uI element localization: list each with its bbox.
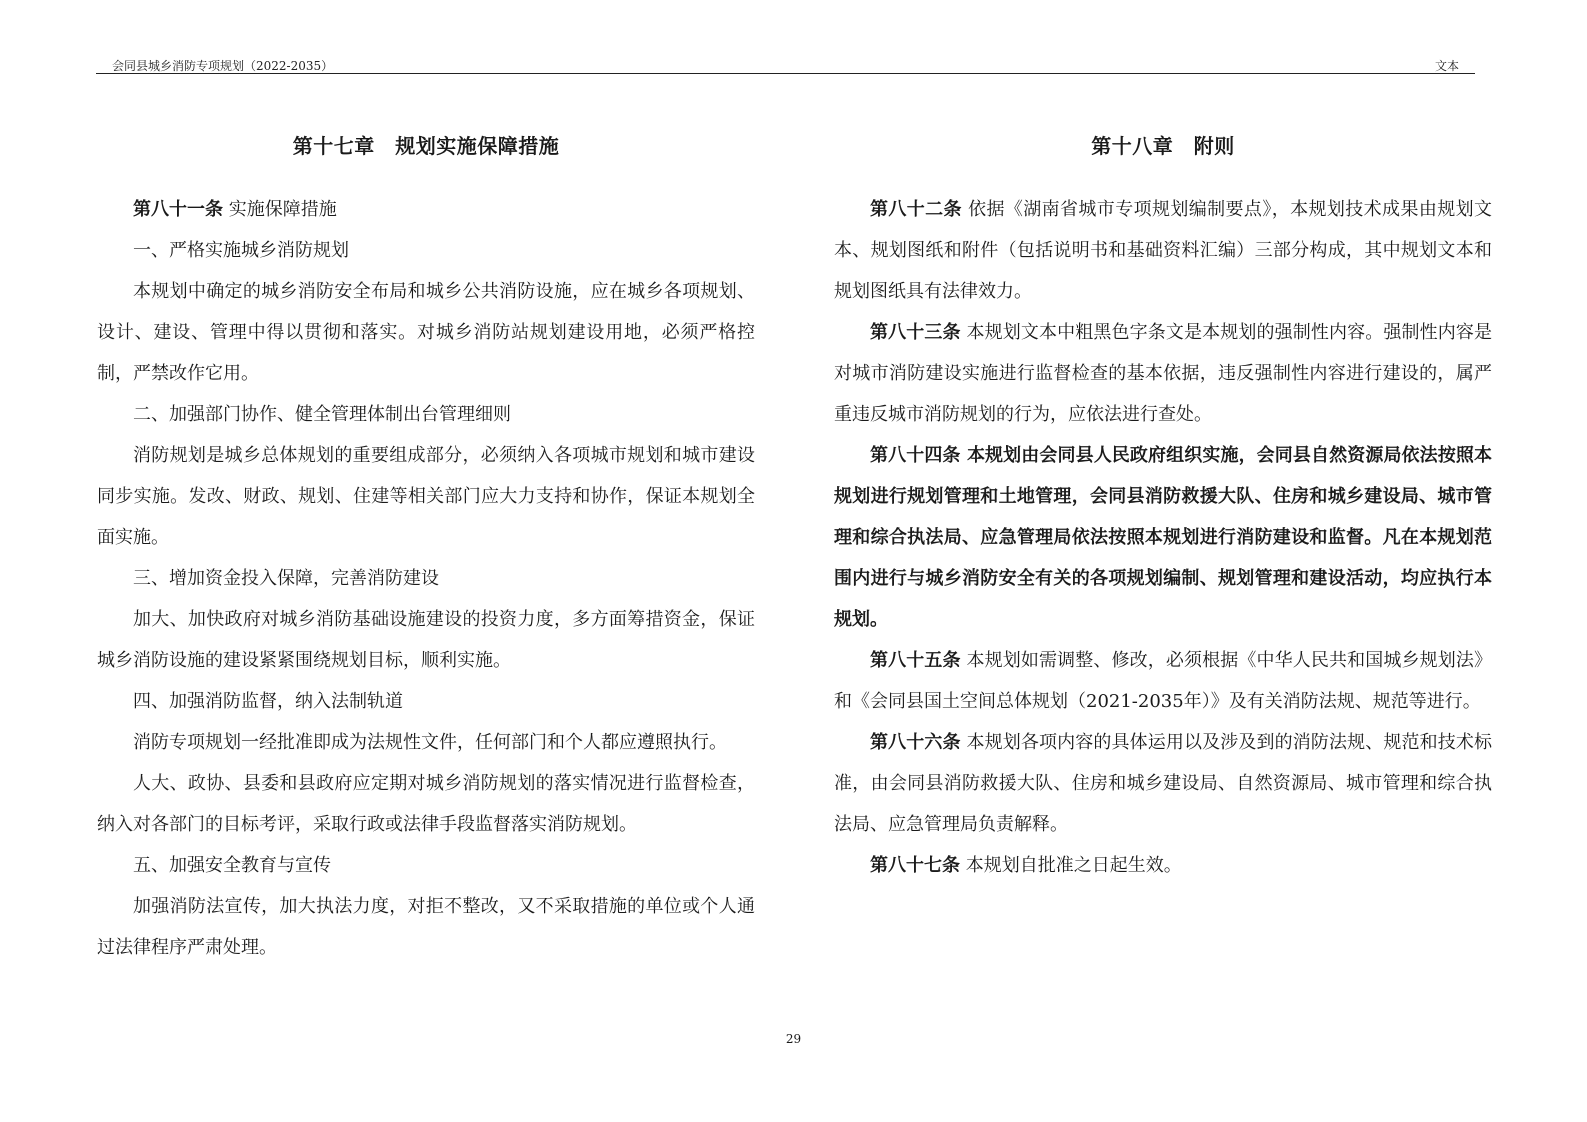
chapter-17-title: 第十七章 规划实施保障措施 <box>292 134 560 158</box>
paragraph: 消防专项规划一经批准即成为法规性文件，任何部门和个人都应遵照执行。 <box>133 732 727 753</box>
paragraph: 本规划中确定的城乡消防安全布局和城乡公共消防设施，应在城乡各项规划、设计、建设、管理中得以贯彻和落实。对城乡消防站规划建设用地，必须严格控制，严禁改作它用。 <box>97 281 755 384</box>
article-86-label: 第八十六条 <box>870 732 961 753</box>
paragraph: 加大、加快政府对城乡消防基础设施建设的投资力度，多方面筹措资金，保证城乡消防设施的建设紧紧围绕规划目标，顺利实施。 <box>97 609 755 671</box>
left-column <box>97 125 755 968</box>
article-86 <box>834 722 1492 845</box>
article-82 <box>834 189 1492 312</box>
header-doc-title: 会同县城乡消防专项规划（2022-2035） <box>112 59 334 73</box>
article-82-text: 依据《湖南省城市专项规划编制要点》，本规划技术成果由规划文本、规划图纸和附件（包括说明书和基础资料汇编）三部分构成，其中规划文本和规划图纸具有法律效力。 <box>834 199 1492 302</box>
section-heading-5: 五、加强安全教育与宣传 <box>133 855 331 876</box>
article-81-label: 第八十一条 <box>133 199 223 220</box>
right-column <box>834 125 1492 886</box>
chapter-18-title: 第十八章 附则 <box>1091 134 1235 158</box>
section-heading-1: 一、严格实施城乡消防规划 <box>133 240 349 261</box>
article-81 <box>97 189 755 230</box>
section-heading-3: 三、增加资金投入保障，完善消防建设 <box>133 568 439 589</box>
section-heading-4: 四、加强消防监督，纳入法制轨道 <box>133 691 403 712</box>
paragraph: 消防规划是城乡总体规划的重要组成部分，必须纳入各项城市规划和城市建设同步实施。发改、财政、规划、住建等相关部门应大力支持和协作，保证本规划全面实施。 <box>97 445 755 548</box>
article-83-text: 本规划文本中粗黑色字条文是本规划的强制性内容。强制性内容是对城市消防建设实施进行监督检查的基本依据，违反强制性内容进行建设的，属严重违反城市消防规划的行为，应依法进行查处。 <box>834 322 1493 425</box>
article-86-text: 本规划各项内容的具体运用以及涉及到的消防法规、规范和技术标准，由会同县消防救援大队、住房和城乡建设局、自然资源局、城市管理和综合执法局、应急管理局负责解释。 <box>834 732 1493 835</box>
article-85 <box>834 640 1492 722</box>
article-84-text: 本规划由会同县人民政府组织实施，会同县自然资源局依法按照本规划进行规划管理和土地管理，会同县消防救援大队、住房和城乡建设局、城市管理和综合执法局、应急管理局依法按照本规划进行消防建设和监督。凡在本规划范围内进行与城乡消防安全有关的各项规划编制、规划管理和建设活动，均应执行本规划。 <box>834 445 1492 630</box>
header-divider <box>96 73 1475 74</box>
article-87-label: 第八十七条 <box>870 855 960 876</box>
article-83-label: 第八十三条 <box>870 322 961 343</box>
article-87-text: 本规划自批准之日起生效。 <box>965 855 1182 876</box>
article-87 <box>834 845 1492 886</box>
page-number: 29 <box>785 1032 802 1046</box>
article-82-label: 第八十二条 <box>870 199 962 220</box>
paragraph: 人大、政协、县委和县政府应定期对城乡消防规划的落实情况进行监督检查，纳入对各部门的目标考评，采取行政或法律手段监督落实消防规划。 <box>97 773 755 835</box>
header-section-label: 文本 <box>1434 59 1459 73</box>
article-84 <box>834 435 1492 640</box>
article-85-label: 第八十五条 <box>870 650 961 671</box>
section-heading-2: 二、加强部门协作、健全管理体制出台管理细则 <box>133 404 511 425</box>
article-84-label: 第八十四条 <box>870 445 961 466</box>
article-85-text: 本规划如需调整、修改，必须根据《中华人民共和国城乡规划法》和《会同县国土空间总体规划（2021-2035年）》及有关消防法规、规范等进行。 <box>834 650 1493 712</box>
paragraph: 加强消防法宣传，加大执法力度，对拒不整改，又不采取措施的单位或个人通过法律程序严肃处理。 <box>97 896 755 958</box>
article-83 <box>834 312 1492 435</box>
article-81-text: 实施保障措施 <box>228 199 337 220</box>
